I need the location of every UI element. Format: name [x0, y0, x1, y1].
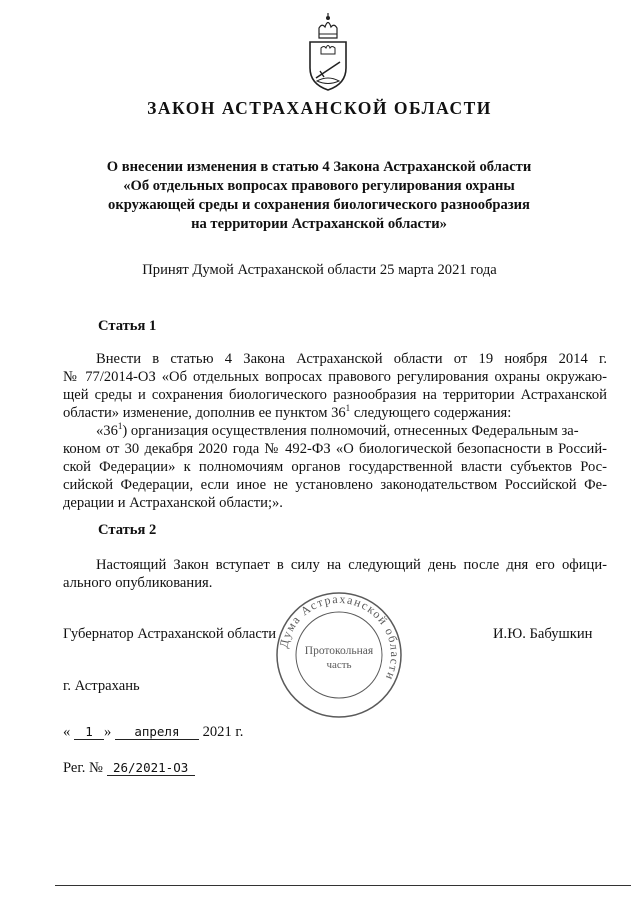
signatory-position: Губернатор Астраханской области — [63, 626, 277, 642]
superscript: 1 — [345, 403, 351, 414]
article-1-line: ской Федерации» к полномочиям органов государственной власти субъектов Рос- — [63, 459, 607, 475]
city: г. Астрахань — [63, 678, 140, 694]
article-1-line: сийской Федерации, если иное не установлено законодательством Российской Фе- — [63, 477, 607, 493]
page-bottom-rule — [55, 885, 631, 886]
adoption-date-text: Принят Думой Астраханской области 25 марта 2021 года — [142, 262, 497, 278]
article-2-line: ального опубликования. — [63, 575, 213, 591]
article-2-body — [63, 556, 607, 592]
stamp-line: Протокольная — [304, 645, 374, 657]
signatory-name: И.Ю. Бабушкин — [493, 626, 593, 642]
article-1-line: Внести в статью 4 Закона Астраханской области от 19 ноября 2014 г. — [96, 351, 607, 367]
signing-date — [63, 724, 243, 741]
stamp-ring-text: Дума Астраханской области — [276, 591, 403, 684]
stamp-line: часть — [326, 659, 352, 671]
article-1-text: следующего содержания: — [350, 405, 512, 421]
article-1-line: коном от 30 декабря 2020 года № 492-ФЗ «О биологической безопасности в Россий- — [63, 441, 607, 457]
official-stamp — [270, 590, 408, 720]
article-2-line: Настоящий Закон вступает в силу на следующий день после дня его офици- — [96, 557, 607, 573]
article-1-text: «36 — [96, 423, 118, 439]
heading-line: окружающей среды и сохранения биологического разнообразия — [108, 197, 530, 213]
quote-close: » — [103, 724, 112, 740]
article-1-body — [63, 350, 607, 512]
heading-line: О внесении изменения в статью 4 Закона Астраханской области — [106, 159, 532, 175]
article-1-line: № 77/2014-ОЗ «Об отдельных вопросах правового регулирования охраны окружаю- — [63, 369, 607, 385]
registration-prefix: Рег. № — [63, 760, 103, 776]
registration-number — [63, 760, 195, 777]
coat-of-arms-icon — [302, 12, 354, 92]
article-1-line: щей среды и сохранения биологического разнообразия на территории Астраханской — [63, 387, 607, 403]
heading-line: «Об отдельных вопросах правового регулирования охраны — [123, 178, 515, 194]
article-1-line: дерации и Астраханской области;». — [63, 495, 283, 511]
quote-open: « — [63, 724, 71, 740]
law-title: ЗАКОН АСТРАХАНСКОЙ ОБЛАСТИ — [147, 98, 492, 118]
article-1-line — [63, 422, 607, 440]
article-1-heading: Статья 1 — [98, 318, 157, 334]
registration-value: 26/2021-ОЗ — [107, 761, 195, 776]
article-1-text: ) организация осуществления полномочий, отнесенных Федеральным за- — [122, 423, 579, 439]
date-year: 2021 г. — [202, 724, 244, 740]
article-1-text: области» изменение, дополнив ее пунктом 36 — [63, 405, 346, 421]
heading-line: на территории Астраханской области» — [191, 216, 447, 232]
article-2-heading: Статья 2 — [98, 522, 157, 538]
law-heading — [80, 158, 558, 234]
article-1-line — [63, 404, 607, 422]
date-day: 1 — [74, 725, 104, 740]
date-month: апреля — [115, 725, 199, 740]
superscript: 1 — [117, 421, 123, 432]
